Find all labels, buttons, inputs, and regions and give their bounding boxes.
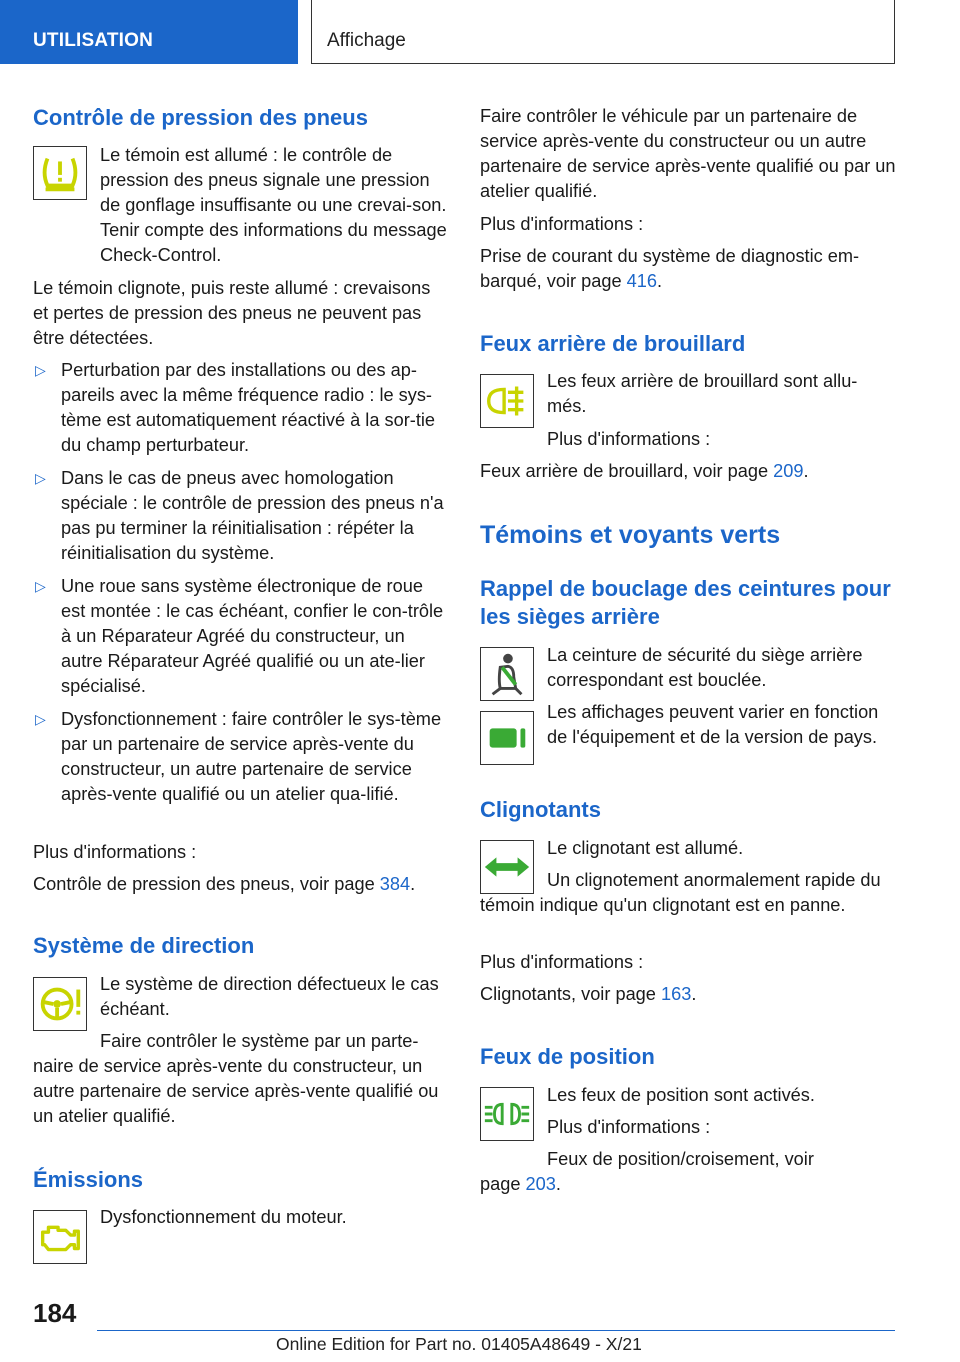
seatbelt-heading: Rappel de bouclage des ceintures pour les sièges arrière <box>480 576 891 629</box>
section-title: UTILISATION <box>33 30 154 51</box>
steering-heading: Système de direction <box>33 933 255 958</box>
tpms-p1-text <box>33 143 449 268</box>
more-info-label: Plus d'informations : <box>547 429 711 449</box>
steering-paragraph-1: Le système de direction défectueux le cas échéant. <box>100 974 439 1019</box>
steering-paragraph-2 <box>33 1029 449 1129</box>
turn-signal-heading: Clignotants <box>480 797 601 822</box>
bullet-text: Une roue sans système électronique de roue est montée : le cas échéant, confier le con-trôle à un Réparateur Agréé du constructeur, un autre Réparateur Agréé qualifié ou un ate-lier spécialisé. <box>61 576 444 696</box>
tpms-heading: Contrôle de pression des pneus <box>33 105 368 130</box>
tpms-reference: Contrôle de pression des pneus, voir page 384. <box>33 874 416 894</box>
page-number: 184 <box>33 1298 77 1328</box>
tpms-paragraph-2: Le témoin clignote, puis reste allumé : crevaisons et pertes de pression des pneus ne peuvent pas être détectées. <box>33 278 431 348</box>
reference-text: page <box>480 1174 526 1194</box>
more-info-label: Plus d'informations : <box>33 842 197 862</box>
emissions-paragraph: Dysfonctionnement du moteur. <box>100 1207 347 1227</box>
bullet-text: Perturbation par des installations ou des ap-pareils avec la même fréquence radio : le sys-tème est automatiquement réactivé à la sor-tie du champ perturbateur. <box>61 360 436 455</box>
more-info-label: Plus d'informations : <box>480 952 644 972</box>
position-lights-heading: Feux de position <box>480 1044 655 1069</box>
seatbelt-paragraph-2: Les affichages peuvent varier en fonction de l'équipement et de la version de pays. <box>547 702 879 747</box>
page-link[interactable]: 416 <box>626 271 657 291</box>
steering-p2-text: Faire contrôler le système par un parte-naire de service après-vente du constructeur, un autre partenaire de service après-vente qualifié ou un atelier qualifié. <box>33 1031 439 1126</box>
position-lights-paragraph: Les feux de position sont activés. <box>547 1085 815 1105</box>
bullet-item <box>33 574 449 699</box>
section-tab <box>0 0 298 64</box>
bullet-item <box>33 358 449 458</box>
continued-paragraph: Faire contrôler le véhicule par un partenaire de service après-vente du constructeur ou un autre partenaire de service après-vente qualifié ou par un atelier qualifié. <box>480 106 896 201</box>
page-link[interactable]: 209 <box>773 461 804 481</box>
reference-text: Clignotants, voir page <box>480 984 661 1004</box>
turn-signal-reference: Clignotants, voir page 163. <box>480 984 697 1004</box>
footer-divider <box>97 1330 895 1331</box>
position-lights-reference-line1: Feux de position/croisement, voir <box>547 1149 814 1169</box>
bullet-triangle-icon: ▷ <box>35 470 46 486</box>
bullet-triangle-icon: ▷ <box>35 711 46 727</box>
turn-signal-paragraph-1: Le clignotant est allumé. <box>547 838 744 858</box>
subsection-tab <box>311 0 895 64</box>
reference-text: Contrôle de pression des pneus, voir page <box>33 874 380 894</box>
diagnostic-reference: Prise de courant du système de diagnostic em-barqué, voir page 416. <box>480 246 860 291</box>
turn-signal-p2-text: Un clignotement anormalement rapide du témoin indique qu'un clignotant est en panne. <box>480 870 881 915</box>
bullet-text: Dans le cas de pneus avec homologation spéciale : le contrôle de pression des pneus n'a pas pu terminer la réinitialisation : répéter la réinitialisation du système. <box>61 468 444 563</box>
page-link[interactable]: 163 <box>660 984 692 1004</box>
green-indicators-heading: Témoins et voyants verts <box>480 521 781 549</box>
bullet-item <box>33 707 449 807</box>
more-info-label: Plus d'informations : <box>480 214 644 234</box>
reference-text: Prise de courant du système de diagnostic em-barqué, voir page <box>480 246 860 291</box>
emissions-heading: Émissions <box>33 1167 144 1192</box>
tpms-paragraph-1 <box>33 143 449 268</box>
page-link[interactable]: 384 <box>379 874 411 894</box>
bullet-triangle-icon: ▷ <box>35 578 46 594</box>
bullet-item <box>33 466 449 566</box>
position-lights-reference-line2: page 203. <box>480 1174 561 1194</box>
page-link[interactable]: 203 <box>525 1174 556 1194</box>
reference-text: Feux arrière de brouillard, voir page <box>480 461 774 481</box>
edition-text: Online Edition for Part no. 01405A48649 - X/21 <box>276 1334 642 1354</box>
fog-reference: Feux arrière de brouillard, voir page 209. <box>480 461 809 481</box>
turn-signal-paragraph-2 <box>480 868 896 918</box>
fog-heading: Feux arrière de brouillard <box>480 331 746 356</box>
tpms-p1-content: Le témoin est allumé : le contrôle de pression des pneus signale une pression de gonflage insuffisante ou une crevai-son. Tenir compte des informations du message Check-Control. <box>100 145 447 265</box>
seatbelt-paragraph-1: La ceinture de sécurité du siège arrière correspondant est bouclée. <box>547 645 863 690</box>
bullet-text: Dysfonctionnement : faire contrôler le sys-tème par un partenaire de service après-vente du constructeur, un autre partenaire de service après-vente qualifié ou un atelier qua-lifié. <box>61 709 442 804</box>
fog-paragraph: Les feux arrière de brouillard sont allu-més. <box>547 371 858 416</box>
more-info-label: Plus d'informations : <box>547 1117 711 1137</box>
subsection-title: Affichage <box>327 30 406 51</box>
bullet-triangle-icon: ▷ <box>35 362 46 378</box>
